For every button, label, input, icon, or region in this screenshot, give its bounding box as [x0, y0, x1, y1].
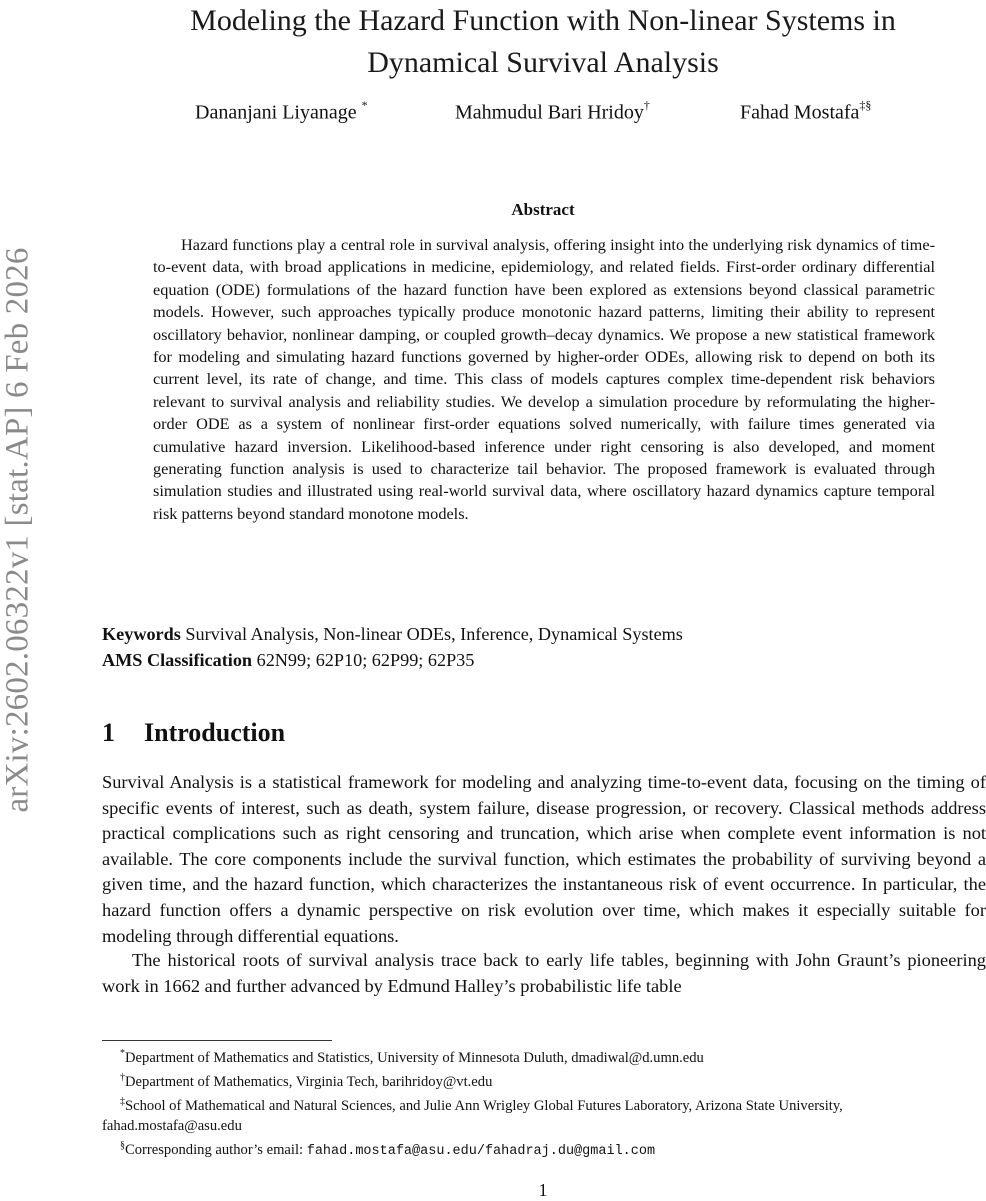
footnote-text: School of Mathematical and Natural Sciences, and Julie Ann Wrigley Global Futures Laboratory, Arizona State University, fahad.mostafa@asu.edu — [102, 1097, 843, 1134]
arxiv-identifier — [0, 205, 36, 855]
keywords-value: Survival Analysis, Non-linear ODEs, Inference, Dynamical Systems — [185, 624, 683, 644]
footnote-mark: § — [120, 1139, 125, 1151]
footnote-mark: † — [120, 1071, 125, 1083]
author-list — [150, 100, 970, 130]
author-mark: * — [361, 98, 368, 112]
author-mark: † — [643, 98, 650, 112]
footnote-text: Corresponding author’s email: — [125, 1141, 307, 1158]
keywords-label: Keywords — [102, 624, 181, 644]
abstract-text: Hazard functions play a central role in survival analysis, offering insight into the underlying risk dynamics of time-to-event data, with broad applications in medicine, epidemiology, and related fields. First-order ordinary differential equation (ODE) formulations of the hazard function have been explored as extensions beyond classical parametric models. However, such approaches typically produce monotonic hazard patterns, limiting their ability to represent oscillatory behavior, nonlinear damping, or coupled growth–decay dynamics. We propose a new statistical framework for modeling and simulating hazard functions governed by higher-order ODEs, allowing risk to depend on both its current level, its rate of change, and time. This class of models captures complex time-dependent risk behaviors relevant to survival analysis and reliability studies. We develop a simulation procedure by reformulating the higher-order ODE as a system of nonlinear first-order equations solved numerically, with failure times generated via cumulative hazard inversion. Likelihood-based inference under right censoring is also developed, and moment generating function analysis is used to characterize tail behavior. The proposed framework is evaluated through simulation studies and illustrated using real-world survival data, where oscillatory hazard dynamics capture temporal risk patterns beyond standard monotone models. — [153, 235, 935, 523]
footnote-mark: ‡ — [120, 1095, 125, 1107]
paper-title — [120, 0, 966, 84]
section-heading — [102, 718, 285, 748]
keywords-line — [102, 624, 962, 645]
author — [195, 100, 368, 125]
footnote-divider — [102, 1040, 332, 1041]
abstract-heading: Abstract — [511, 200, 575, 219]
author-mark: ‡§ — [859, 98, 872, 112]
section-number: 1 — [102, 718, 115, 747]
page-number: 1 — [538, 1180, 548, 1200]
title-line-1: Modeling the Hazard Function with Non-linear Systems in — [190, 4, 896, 37]
section-title: Introduction — [144, 718, 286, 747]
author-name: Mahmudul Bari Hridoy — [455, 101, 644, 124]
footnote — [102, 1092, 986, 1136]
ams-label: AMS Classification — [102, 650, 253, 670]
arxiv-identifier-text: arXiv:2602.06322v1 [stat.AP] 6 Feb 2026 — [0, 247, 36, 813]
footnote — [102, 1068, 986, 1092]
footnote-text: Department of Mathematics and Statistics, University of Minnesota Duluth, dmadiwal@d.umn.edu — [125, 1049, 704, 1066]
author — [455, 100, 650, 125]
intro-paragraph: Survival Analysis is a statistical framework for modeling and analyzing time-to-event data, focusing on the timing of specific events of interest, such as death, system failure, disease progression, or recovery. Classical methods address practical complications such as right censoring and truncation, which arise when complete event information is not available. The core components include the survival function, which estimates the probability of surviving beyond a given time, and the hazard function, which characterizes the instantaneous risk of event occurrence. In particular, the hazard function offers a dynamic perspective on risk evolution over time, which makes it especially suitable for modeling through differential equations. — [102, 772, 986, 946]
footnote-text: Department of Mathematics, Virginia Tech, barihridoy@vt.edu — [125, 1073, 493, 1090]
footnote — [102, 1044, 986, 1068]
footnotes — [102, 1044, 986, 1161]
author — [740, 100, 871, 125]
footnote-mark: * — [120, 1048, 125, 1059]
corresponding-email: fahad.mostafa@asu.edu/fahadraj.du@gmail.com — [306, 1143, 656, 1159]
author-name: Fahad Mostafa — [740, 101, 860, 124]
intro-paragraph: The historical roots of survival analysis trace back to early life tables, beginning with John Graunt’s pioneering work in 1662 and further advanced by Edmund Halley’s probabilistic life table — [102, 950, 986, 996]
ams-value: 62N99; 62P10; 62P99; 62P35 — [256, 650, 475, 670]
title-line-2: Dynamical Survival Analysis — [367, 46, 719, 79]
footnote — [102, 1136, 986, 1162]
author-name: Dananjani Liyanage — [195, 101, 357, 124]
ams-classification-line — [102, 650, 962, 671]
